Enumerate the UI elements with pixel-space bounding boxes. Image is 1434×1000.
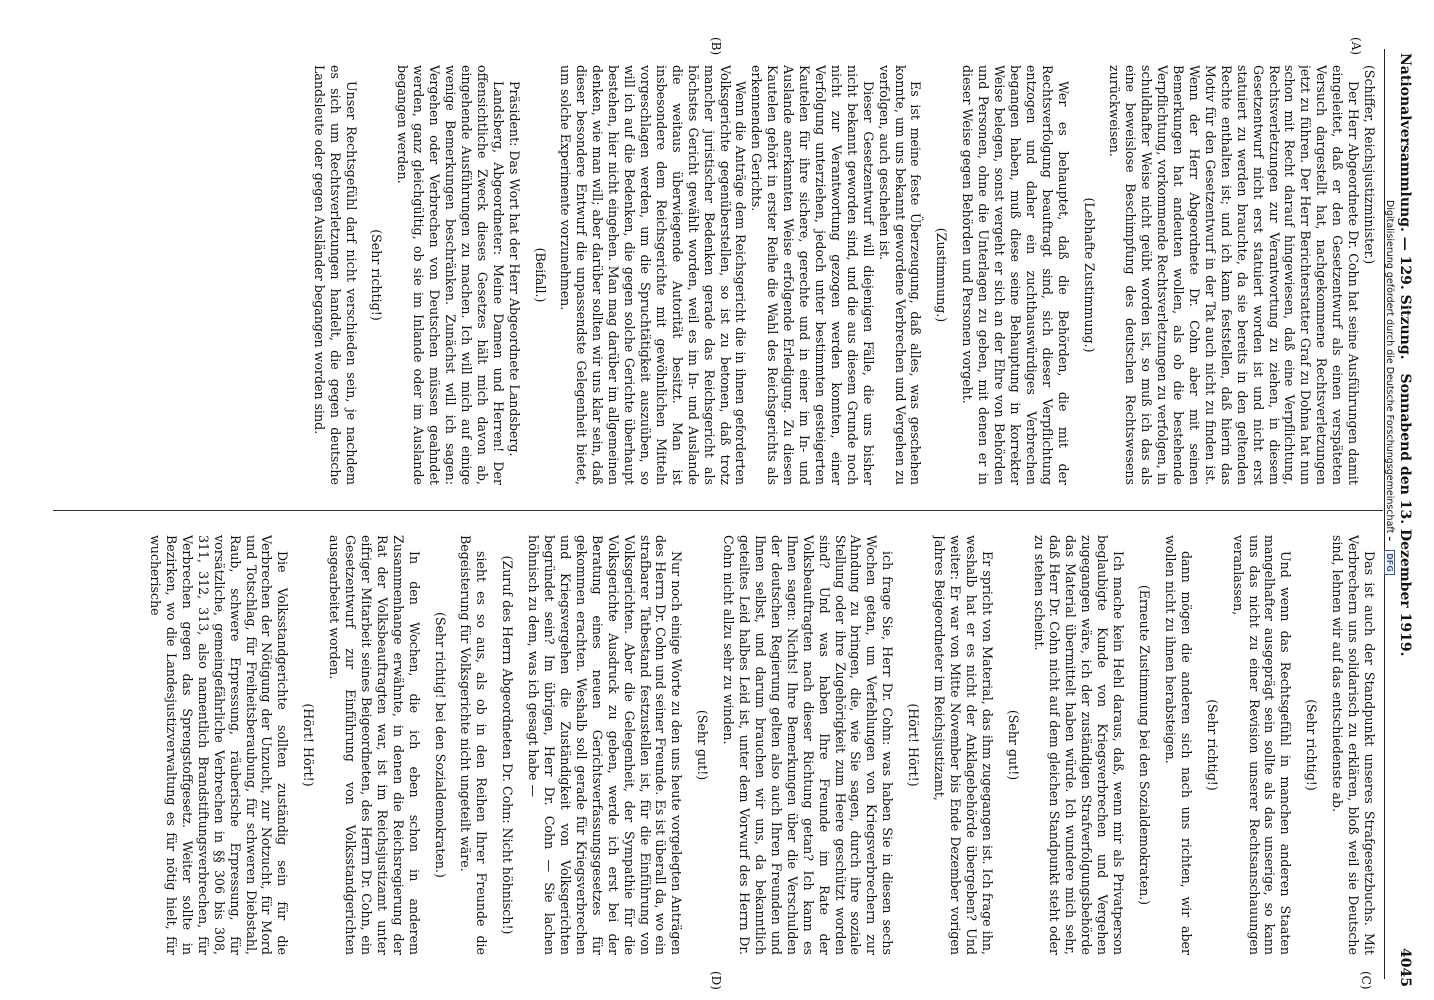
interjection: (Sehr richtig!) (1204, 699, 1220, 791)
paragraph: Nur noch einige Worte zu den uns heute vorgelegten Anträgen des Herrn Dr. Cohn und seiner Freunde. Es ist überall da, wo ein strafbarer Tatbestand festzustellen ist, für die Einführung von Volksgerichten. Aber die Gelegenheit, der Sympathie für die Volksgerichte Ausdruck zu geben, werde ich erst bei der Beratung eines neuen Gerichtsverfassungsgesetzes für gekommen erachten. Weshalb soll gerade für Kriegsverbrechen und Kriegsvergehen die Zuständigkeit von Volksgerichten begründet sein? Im übrigen, Herr Dr. Cohn — Sie lachen höhnisch zu dem, was ich gesagt habe — (526, 535, 685, 955)
column-divider (53, 510, 1383, 511)
paragraph: Das ist auch der Standpunkt unseres Strafgesetzbuchs. Mit Verbrechern uns solidarisch zu erklären, bloß weil sie Deutsche sind, lehnen wir auf das entschiedenste ab. (1330, 535, 1377, 955)
margin-marker-a: (A) (1349, 37, 1363, 56)
interjection: (Sehr gut!) (1005, 709, 1021, 781)
paragraph: Präsident: Das Wort hat der Herr Abgeordnete Landsberg. (506, 81, 522, 457)
paragraph: sieht es so aus, als ob in den Reihen Ihrer Freunde die Begeisterung für Volksgerichte nicht ungeteilt wäre. (458, 535, 490, 955)
paragraph: Landsberg, Abgeordneter: Meine Damen und Herren! Der offensichtliche Zweck dieses Gesetzes hält mich davon ab, eingehende Ausführungen zu machen. Ich will mich auf einige wenige Bemerkungen beschränken. Zunächst will ich sagen: Vergehen oder Verbrechen von Deutschen müssen geahndet werden, ganz gleichgültig, ob sie im Inlande oder im Auslande begangen werden. (395, 65, 506, 485)
footer-separator: – (1384, 536, 1395, 542)
interjection: (Sehr gut!) (695, 709, 711, 781)
paragraph: dann mögen die anderen sich nach uns richten, wir aber wollen nicht zu ihnen herabsteigen. (1162, 535, 1194, 955)
interjection: (Sehr richtig!) (369, 229, 385, 321)
margin-marker-d: (D) (709, 971, 723, 990)
paragraph: Unser Rechtsgefühl darf nicht verschieden sein, je nachdem es sich um Rechtsverletzungen handelt, die gegen deutsche Landsleute oder gegen Ausländer begangen worden sind. (311, 65, 359, 485)
paragraph: Dieser Gesetzentwurf will diejenigen Fälle, die uns bisher nicht bekannt geworden sind, und die aus diesem Grunde noch nicht zur Verantwortung gezogen werden konnten, einer Verfolgung unterziehen, jedoch unter bestimmten gesteigerten Kautelen für ihre sichere, gerechte und in einer im In- und Auslande anerkannten Weise erfolgende Erledigung. Zu diesen Kautelen gehört in erster Reihe die Wahl des Reichsgerichts als erkennenden Gerichts. (749, 65, 876, 485)
paragraph: Er spricht von Material, das ihm zugegangen ist. Ich frage ihn, weshalb hat er es nicht der Anklagebehörde übergeben? Und weiter: Er war von Mitte November bis Ende Dezember vorigen Jahres Beigeordneter im Reichsjustizamt, (932, 535, 995, 955)
interjection: (Sehr richtig!) (1304, 699, 1320, 791)
interjection: (Beifall.) (532, 247, 548, 303)
paragraph: Es ist meine feste Überzeugung, daß alles, was geschehen konnte, um uns bekannt gewordene Verbrechen und Vergehen zu verfolgen, auch geschehen ist. (876, 65, 924, 485)
digitization-credit (1384, 200, 1395, 960)
interjection: (Erneute Zustimmung bei den Sozialdemokraten.) (1137, 584, 1153, 906)
right-column (57, 535, 1377, 955)
interjection: (Sehr richtig! bei den Sozialdemokraten.) (432, 612, 448, 878)
paragraph: (Schiffer, Reichsjustizminister.) (1362, 65, 1377, 265)
paragraph: Die Volksstandgerichte sollten zuständig sein für die Verbrechen der Nötigung der Unzucht, zur Notzucht, für Mord und Totschlag, für Freiheitsberaubung, für schweren Diebstahl, Raub, schwere Erpressung, räuberische Erpressung, für vorsätzliche, gemeingefährliche Verbrechen in §§ 306 bis 308, 311, 312, 313, also namentlich Brandstiftungsverbrechen, für Verbrechen gegen das Sprengstoffgesetz. Weiter sollte in Bezirken, wo die Landesjustizverwaltung es für nötig hielt, für wucherische (148, 535, 291, 955)
interjection: (Hört! Hört!) (906, 703, 922, 787)
margin-marker-c: (C) (1359, 971, 1373, 990)
paragraph: In den Wochen, die ich eben schon in anderem Zusammenhange erwähnte, in denen die Reichsregierung der Rat der Volksbeauftragten war, ist im Reichsjustizamt unter eifriger Mitarbeit seines Beigeordneten, des Herrn Dr. Cohn, ein Gesetzentwurf zur Einführung von Volksstandgerichten ausgearbeitet worden. (327, 535, 422, 955)
paragraph: Ich mache kein Hehl daraus, daß, wenn mir als Privatperson beglaubigte Kunde von Kriegsverbrechen und Vergehen zugegangen wäre, ich der zuständigen Strafverfolgungsbehörde das Material übermittelt haben würde. Ich wundere mich sehr, daß Herr Dr. Cohn nicht auf dem gleichen Standpunkt steht oder zu stehen scheint. (1031, 535, 1127, 955)
paragraph: Wenn die Anträge dem Reichsgericht die in ihnen geforderten Volksgerichte gegenüberstellen, so ist zu betonen, daß trotz mancher juristischer Bedenken gerade das Reichsgericht als höchstes Gericht gewählt worden, weil es im In- und Auslande die weitaus überwiegende Autorität besitzt. Man ist insbesondere dem Reichsgerichte mit gewöhnlichen Mitteln vorgeschlagen werden, um die Spruchtätigkeit auszuüben, so will ich auf die Bedenken, die gegen solche Gerichte überhaupt bestehen, hier nicht eingehen. Man mag darüber im allgemeinen denken, wie man will; aber darüber sollten wir uns klar sein, daß dieser besondere Entwurf die unpassendste Gelegenheit bietet, um solche Experimente vorzunehmen. (558, 65, 749, 485)
interjection: (Zuruf des Herrn Abgeordneten Dr. Cohn: Nicht höhnisch!) (500, 555, 516, 935)
paragraph: Wer es behauptet, daß die Behörden, die mit der Rechtsverfolgung beauftragt sind, sich dieser Verpflichtung entzogen und daher ein zuchthauswürdiges Verbrechen begangen haben, muß diese seine Behauptung in korrekter Weise belegen, sonst vergeht er sich an der Ehre von Behörden und Personen, ohne die Unterlagen zu geben, mit denen er in dieser Weise gegen Behörden und Personen vorgeht. (960, 65, 1071, 485)
left-column (57, 65, 1377, 485)
interjection: (Lebhafte Zustimmung.) (1081, 197, 1097, 353)
interjection: (Zustimmung.) (934, 227, 950, 323)
header-session: Nationalversammlung. — 129. Sitzung. (1397, 53, 1413, 360)
dfg-logo-icon: DFG (1384, 550, 1395, 575)
margin-marker-b: (B) (709, 37, 723, 56)
document-page (33, 35, 1423, 995)
header-date: Sonnabend den 13. Dezember 1919. (1397, 373, 1413, 657)
page-number: 4045 (1397, 948, 1413, 987)
paragraph: ich frage Sie, Herr Dr. Cohn: was haben Sie in diesen sechs Wochen getan, um Verfehlungen von Kriegsverbrechern zur Ahndung zu bringen, die, wie Sie sagen, durch ihre soziale Stellung oder ihre Zugehörigkeit zum Heere geschützt worden sind? Und was haben Ihre Freunde im Rate der Volksbeauftragten nach dieser Richtung getan? Ich kann es Ihnen sagen: Nichts! Ihre Bemerkungen über die Verschulden der deutschen Regierung gelten also auch Ihren Freunden und Ihnen selbst, und darum brauchen wir uns, da bekanntlich geteiltes Leid halbes Leid ist, unter dem Vorwurf des Herrn Dr. Cohn nicht allzu sehr zu winden. (721, 535, 896, 955)
paragraph: Der Herr Abgeordnete Dr. Cohn hat seine Ausführungen damit eingeleitet, daß er den Gesetzentwurf als einen verspäteten Versuch dargestellt hat, nachgekommene Rechtsverletzungen jetzt zu führen. Der Herr Berichterstatter Graf zu Dohna hat nun schon mit Recht darauf hingewiesen, daß eine Verpflichtung, Rechtsverletzungen zur Verantwortung zu ziehen, in diesem Gesetzentwurf nicht erst statuiert worden ist und nicht erst statuiert zu werden brauchte, da sie bereits in den geltenden Rechte enthalten ist; und ich kann feststellen, daß hierin das Motiv für den Gesetzentwurf in der Tat auch nicht zu finden ist. Wenn der Herr Abgeordnete Dr. Cohn aber mit seinen Bemerkungen hat andeuten wollen, als ob die bestehende Verpflichtung, vorkommende Rechtsverletzungen zu verfolgen, in schuldhafter Weise nicht geübt worden ist, so muß ich das als eine beweislose Beschimpfung des deutschen Rechtswesens zurückweisen. (1107, 65, 1362, 485)
interjection: (Hört! Hört!) (301, 703, 317, 787)
footer-text: Digitalisierung gefördert durch die Deutsche Forschungsgemeinschaft (1384, 200, 1395, 534)
paragraph: Und wenn das Rechtsgefühl in manchen anderen Staaten mangelhafter ausgeprägt sein sollte als das unserige, so kann uns das nicht zu einer Revision unserer Rechtsanschauungen veranlassen, (1230, 535, 1294, 955)
